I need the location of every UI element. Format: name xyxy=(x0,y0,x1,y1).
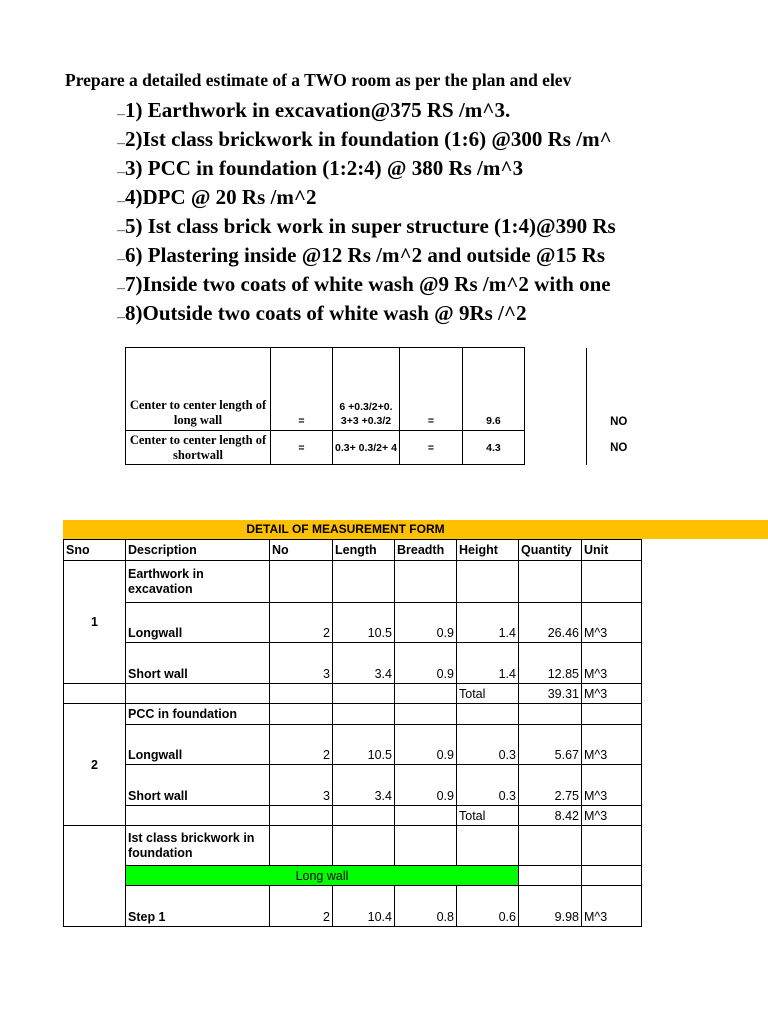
empty-cell xyxy=(270,704,333,725)
row-length: 10.5 xyxy=(333,725,395,765)
empty-cell xyxy=(395,704,457,725)
row-no: 3 xyxy=(270,765,333,806)
header-height: Height xyxy=(457,540,519,561)
row-height: 0.3 xyxy=(457,725,519,765)
task-item xyxy=(117,154,768,183)
header-description: Description xyxy=(126,540,270,561)
list-marker: ― xyxy=(117,139,125,148)
task-item xyxy=(117,212,768,241)
row-quantity: 5.67 xyxy=(519,725,582,765)
empty-cell xyxy=(333,826,395,866)
section-title: PCC in foundation xyxy=(126,704,270,725)
row-height: 1.4 xyxy=(457,643,519,684)
row-description: Longwall xyxy=(126,603,270,643)
row-length: 10.4 xyxy=(333,886,395,927)
empty-cell xyxy=(395,684,457,704)
task-item xyxy=(117,241,768,270)
header-sno: Sno xyxy=(64,540,126,561)
row-unit: M^3 xyxy=(582,886,642,927)
task-text: 1) Earthwork in excavation@375 RS /m^3. xyxy=(125,98,511,122)
equals-sign: = xyxy=(399,431,462,465)
section-title-row xyxy=(64,704,642,725)
header-unit: Unit xyxy=(582,540,642,561)
total-label: Total xyxy=(457,684,519,704)
row-breadth: 0.9 xyxy=(395,643,457,684)
subheader-long-wall: Long wall xyxy=(126,866,519,886)
empty-cell xyxy=(582,561,642,603)
header-quantity: Quantity xyxy=(519,540,582,561)
task-text: 7)Inside two coats of white wash @9 Rs /m^2 with one xyxy=(125,272,611,296)
empty-cell xyxy=(395,561,457,603)
row-quantity: 12.85 xyxy=(519,643,582,684)
equals-sign: = xyxy=(271,431,333,465)
equals-sign: = xyxy=(271,348,333,431)
section-title: Ist class brickwork in foundation xyxy=(126,826,270,866)
subheader-row xyxy=(64,866,642,886)
total-row xyxy=(64,684,642,704)
center-length-row xyxy=(126,431,651,465)
table-row xyxy=(64,886,642,927)
task-item xyxy=(117,125,768,154)
row-description: Step 1 xyxy=(126,886,270,927)
flag-cell: NO xyxy=(586,348,650,431)
row-unit: M^3 xyxy=(582,725,642,765)
empty-cell xyxy=(270,806,333,826)
row-quantity: 2.75 xyxy=(519,765,582,806)
row-height: 0.6 xyxy=(457,886,519,927)
empty-cell xyxy=(519,704,582,725)
center-length-row xyxy=(126,348,651,431)
table-row xyxy=(64,643,642,684)
empty-cell xyxy=(582,866,642,886)
empty-cell xyxy=(333,684,395,704)
table-row xyxy=(64,765,642,806)
total-unit: M^3 xyxy=(582,806,642,826)
row-label: Center to center length of shortwall xyxy=(126,431,271,465)
section-title-row xyxy=(64,826,642,866)
flag-cell: NO xyxy=(586,431,650,465)
row-quantity: 9.98 xyxy=(519,886,582,927)
header-no: No xyxy=(270,540,333,561)
row-breadth: 0.9 xyxy=(395,603,457,643)
measurement-form-table xyxy=(63,539,642,927)
empty-cell xyxy=(457,561,519,603)
task-list xyxy=(117,96,768,328)
empty-cell xyxy=(333,561,395,603)
empty-cell xyxy=(519,561,582,603)
section-number: 1 xyxy=(64,561,126,684)
form-title-banner xyxy=(63,520,768,539)
total-label: Total xyxy=(457,806,519,826)
empty-cell xyxy=(270,826,333,866)
task-text: 5) Ist class brick work in super structure (1:4)@390 Rs xyxy=(125,214,616,238)
row-breadth: 0.9 xyxy=(395,725,457,765)
task-text: 3) PCC in foundation (1:2:4) @ 380 Rs /m^3 xyxy=(125,156,524,180)
empty-cell xyxy=(270,684,333,704)
section-number: 2 xyxy=(64,704,126,826)
equals-sign: = xyxy=(399,348,462,431)
row-label: Center to center length of long wall xyxy=(126,348,271,431)
empty-cell xyxy=(519,826,582,866)
row-no: 2 xyxy=(270,725,333,765)
row-no: 2 xyxy=(270,603,333,643)
empty-cell xyxy=(333,704,395,725)
empty-cell xyxy=(126,684,270,704)
result-value: 4.3 xyxy=(462,431,524,465)
list-marker: ― xyxy=(117,226,125,235)
section-number xyxy=(64,826,126,927)
total-quantity: 8.42 xyxy=(519,806,582,826)
empty-cell xyxy=(333,806,395,826)
empty-cell xyxy=(582,704,642,725)
total-unit: M^3 xyxy=(582,684,642,704)
result-value: 9.6 xyxy=(462,348,524,431)
empty-cell xyxy=(519,866,582,886)
spacer-cell xyxy=(524,348,586,431)
row-length: 3.4 xyxy=(333,643,395,684)
row-breadth: 0.9 xyxy=(395,765,457,806)
row-description: Longwall xyxy=(126,725,270,765)
task-item xyxy=(117,299,768,328)
task-item xyxy=(117,270,768,299)
total-quantity: 39.31 xyxy=(519,684,582,704)
list-marker: ― xyxy=(117,110,125,119)
empty-cell xyxy=(395,826,457,866)
row-length: 10.5 xyxy=(333,603,395,643)
list-marker: ― xyxy=(117,313,125,322)
row-no: 2 xyxy=(270,886,333,927)
task-text: 6) Plastering inside @12 Rs /m^2 and outside @15 Rs xyxy=(125,243,606,267)
section-title: Earthwork in excavation xyxy=(126,561,270,603)
row-unit: M^3 xyxy=(582,643,642,684)
total-row xyxy=(64,806,642,826)
empty-cell xyxy=(126,806,270,826)
row-breadth: 0.8 xyxy=(395,886,457,927)
row-quantity: 26.46 xyxy=(519,603,582,643)
table-row xyxy=(64,603,642,643)
form-title: DETAIL OF MEASUREMENT FORM xyxy=(246,522,445,536)
formula-cell: 6 +0.3/2+0. 3+3 +0.3/2 xyxy=(333,348,400,431)
row-unit: M^3 xyxy=(582,765,642,806)
list-marker: ― xyxy=(117,284,125,293)
formula-cell: 4 +0.3/2 +0.3 xyxy=(333,431,400,465)
row-description: Short wall xyxy=(126,643,270,684)
row-height: 0.3 xyxy=(457,765,519,806)
row-no: 3 xyxy=(270,643,333,684)
table-row xyxy=(64,725,642,765)
list-marker: ― xyxy=(117,255,125,264)
empty-cell xyxy=(395,806,457,826)
task-text: 4)DPC @ 20 Rs /m^2 xyxy=(125,185,317,209)
empty-cell xyxy=(64,684,126,704)
row-height: 1.4 xyxy=(457,603,519,643)
section-title-row xyxy=(64,561,642,603)
row-length: 3.4 xyxy=(333,765,395,806)
empty-cell xyxy=(270,561,333,603)
empty-cell xyxy=(457,704,519,725)
row-unit: M^3 xyxy=(582,603,642,643)
list-marker: ― xyxy=(117,168,125,177)
row-description: Short wall xyxy=(126,765,270,806)
page-heading: Prepare a detailed estimate of a TWO room as per the plan and elev xyxy=(65,70,572,90)
spacer-cell xyxy=(524,431,586,465)
header-row xyxy=(64,540,642,561)
header-breadth: Breadth xyxy=(395,540,457,561)
header-length: Length xyxy=(333,540,395,561)
empty-cell xyxy=(582,826,642,866)
task-text: 2)Ist class brickwork in foundation (1:6) @300 Rs /m^ xyxy=(125,127,612,151)
task-item xyxy=(117,183,768,212)
center-length-table xyxy=(125,347,650,465)
task-item xyxy=(117,96,768,125)
list-marker: ― xyxy=(117,197,125,206)
empty-cell xyxy=(457,826,519,866)
task-text: 8)Outside two coats of white wash @ 9Rs /^2 xyxy=(125,301,527,325)
